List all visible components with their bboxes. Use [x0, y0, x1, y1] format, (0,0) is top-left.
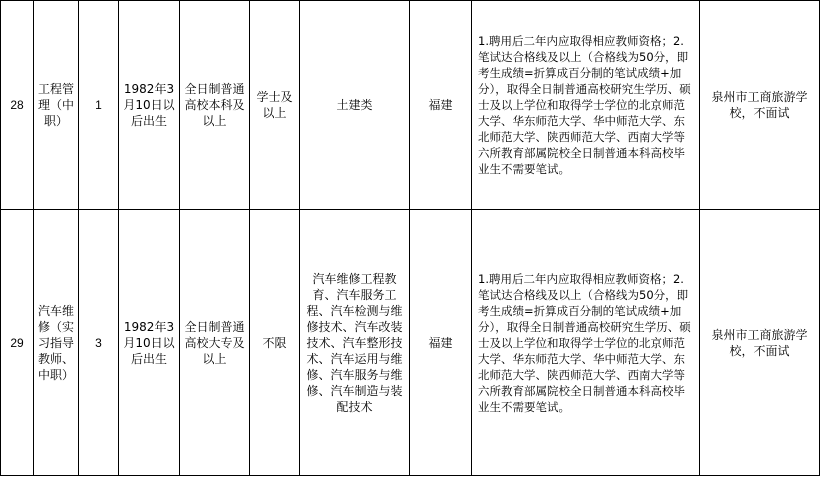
- requirements-cell: [472, 1, 700, 210]
- major-cell: 土建类: [300, 1, 410, 210]
- education-cell: 全日制普通高校大专及以上: [180, 210, 250, 476]
- table-row: [1, 210, 820, 476]
- headcount-cell: 3: [79, 210, 119, 476]
- age-cell: 1982年3月10日以后出生: [119, 1, 180, 210]
- headcount-cell: 1: [79, 1, 119, 210]
- table-row: [1, 1, 820, 210]
- education-cell: 全日制普通高校本科及以上: [180, 1, 250, 210]
- row-number-cell: 29: [1, 210, 34, 476]
- degree-cell: 学士及以上: [250, 1, 300, 210]
- degree-cell: 不限: [250, 210, 300, 476]
- row-number-cell: 28: [1, 1, 34, 210]
- position-cell: 工程管理（中职）: [34, 1, 79, 210]
- position-cell: 汽车维修（实习指导教师、中职）: [34, 210, 79, 476]
- remark-cell: 泉州市工商旅游学校，不面试: [700, 1, 820, 210]
- requirements-cell: [472, 210, 700, 476]
- major-cell: 汽车维修工程教育、汽车服务工程、汽车检测与维修技术、汽车改装技术、汽车整形技术、汽车运用与维修、汽车服务与维修、汽车制造与装配技术: [300, 210, 410, 476]
- remark-cell: 泉州市工商旅游学校，不面试: [700, 210, 820, 476]
- requirements-text: 1.聘用后二年内应取得相应教师资格；2.笔试达合格线及以上（合格线为50分，即考生成绩=折算成百分制的笔试成绩+加分），取得全日制普通高校研究生学历、硕士及以上学位和取得学士学位的北京师范大学、华东师范大学、华中师范大学、东北师范大学、陕西师范大学、西南大学等六所教育部属院校全日制普通本科高校毕业生不需要笔试。: [478, 271, 691, 414]
- age-cell: 1982年3月10日以后出生: [119, 210, 180, 476]
- requirements-text: 1.聘用后二年内应取得相应教师资格；2.笔试达合格线及以上（合格线为50分，即考生成绩=折算成百分制的笔试成绩+加分），取得全日制普通高校研究生学历、硕士及以上学位和取得学士学位的北京师范大学、华东师范大学、华中师范大学、东北师范大学、陕西师范大学、西南大学等六所教育部属院校全日制普通本科高校毕业生不需要笔试。: [478, 34, 691, 176]
- origin-cell: 福建: [410, 210, 472, 476]
- origin-cell: 福建: [410, 1, 472, 210]
